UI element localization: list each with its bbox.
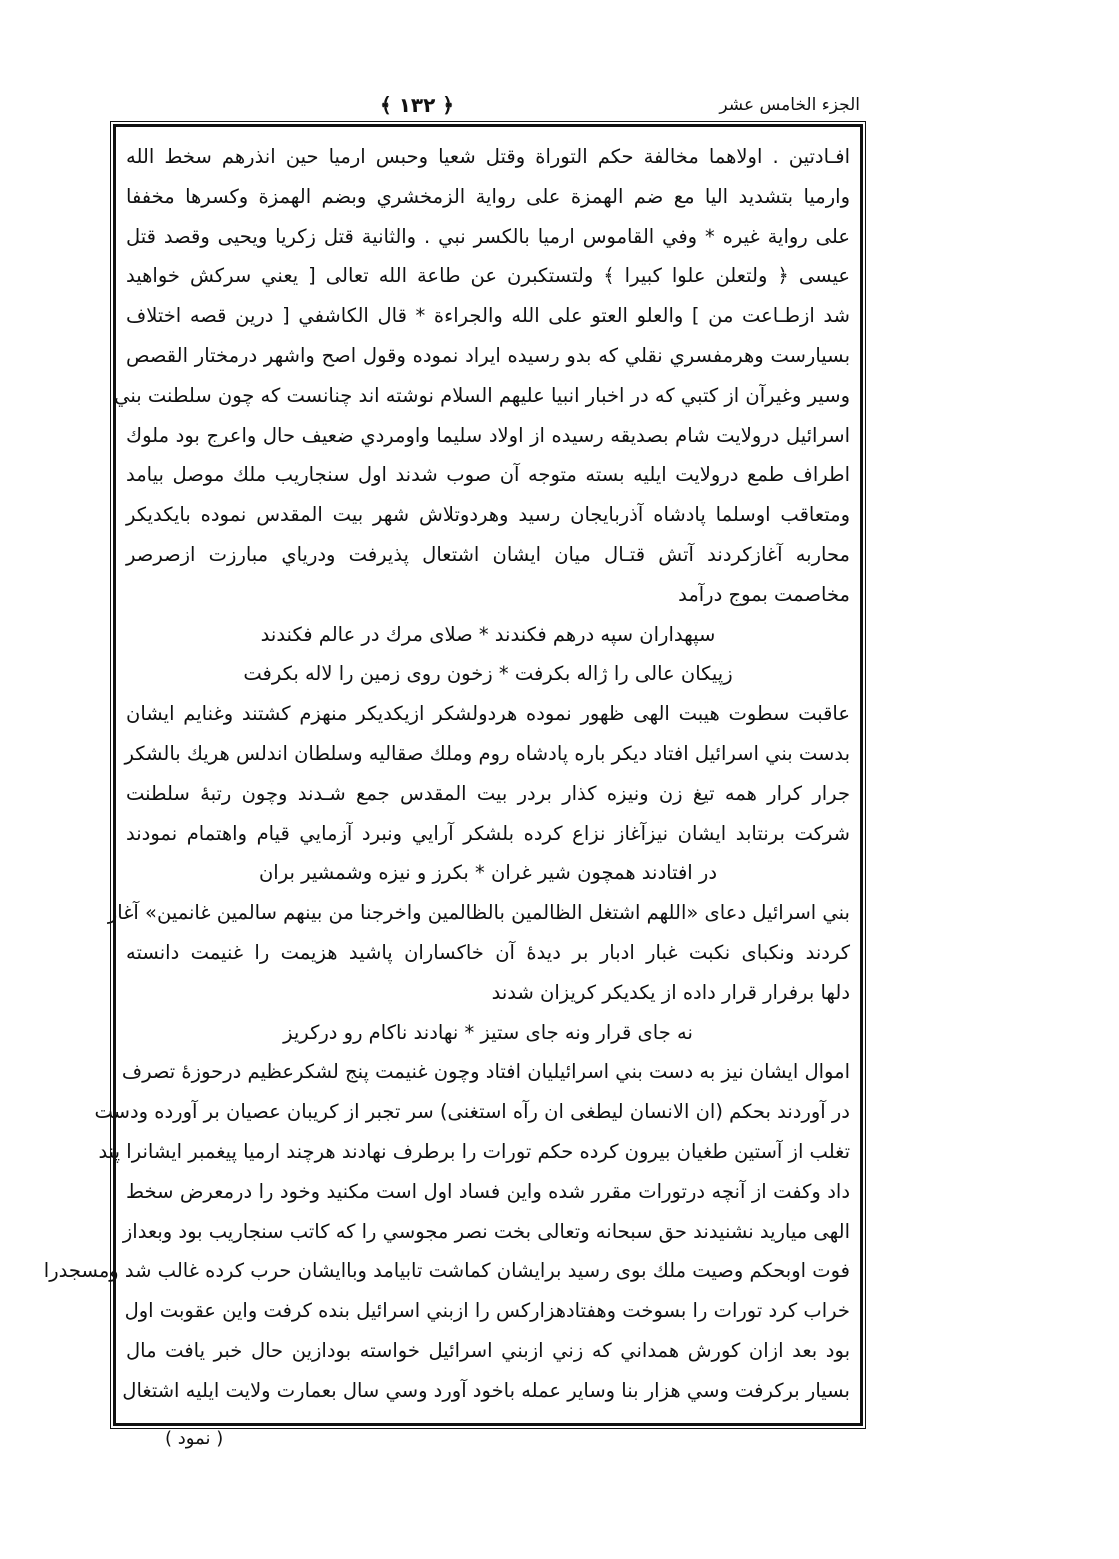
text-line: شركت برنتابد ايشان نيزآغاز نزاع كرده بلشكر آرايي ونبرد آزمايي قيام واهتمام نمودند — [126, 821, 850, 845]
text-line: بسيار بركرفت وسي هزار بنا وساير عمله باخود آورد وسي سال بعمارت ولايت ايليه اشتغال — [122, 1378, 850, 1402]
text-line: بني اسرائيل دعاى «اللهم اشتغل الظالمين بالظالمين واخرجنا من بينهم سالمين غانمين» آغاز — [107, 901, 850, 925]
text-line: على رواية غيره * وفي القاموس ارميا بالكسر نبي . والثانية قتل زكريا ويحيى وقصد قتل — [126, 224, 850, 248]
text-line: خراب كرد تورات را بسوخت وهفتادهزاركس را ازبني اسرائيل بنده كرفت واين عقوبت اول — [124, 1299, 850, 1323]
catchword: ( نمود ) — [165, 1428, 224, 1449]
text-line: اموال ايشان نيز به دست بني اسرائيليان افتاد وچون غنيمت پنج لشكرعظيم درحوزهٔ تصرف — [121, 1060, 850, 1084]
verse-line: در افتادند همچون شير غران * بكرز و نيزه وشمشير بران — [258, 861, 718, 885]
text-line: داد وكفت از آنچه درتورات مقرر شده واين فساد اول است مكنيد وخود را درمعرض سخط — [126, 1179, 850, 1203]
text-line: افـادتين . اولاهما مخالفة حكم التوراة وقتل شعيا وحبس ارميا حين انذرهم سخط الله — [126, 145, 850, 168]
text-line: شد ازطـاعت من ] والعلو العتو على الله والجراءة * قال الكاشفي [ درين قصه اختلاف — [126, 304, 850, 328]
text-line: دلها برفرار قرار داده از يكديكر كريزان شدند — [491, 980, 850, 1004]
text-line: كردند ونكباى نكبت غبار ادبار بر ديدهٔ آن خاكساران پاشيد هزيمت را غنيمت دانسته — [126, 940, 850, 964]
text-line: ومتعاقب اوسلما پادشاه آذربايجان رسيد وهردوتلاش شهر بيت المقدس نموده بايكديكر — [126, 503, 850, 527]
text-line: مخاصمت بموج درآمد — [678, 582, 850, 606]
verse-line: سپهداران سپه درهم فكندند * صلاى مرك در عالم فكندند — [260, 622, 716, 646]
text-line: عيسى ﴿ ولتعلن علوا كبيرا ﴾ ولتستكبرن عن طاعة الله تعالى [ يعني سركش خواهيد — [126, 264, 850, 288]
page-header — [120, 93, 860, 123]
text-frame — [43, 124, 863, 1426]
text-line: اسرائيل درولايت شام بصديقه رسيده از اولاد سليما واومردي ضعيف حال واعرج بود ملوك — [126, 423, 850, 447]
text-line: جرار كرار همه تيغ زن ونيزه كذار بردر بيت المقدس جمع شـدند وچون رتبهٔ سلطنت — [126, 781, 850, 805]
text-line: الهى مياريد نشنيدند حق سبحانه وتعالى بخت نصر مجوسي را كه كاتب سنجاريب بود وبعداز — [122, 1219, 850, 1243]
text-line: بسيارست وهرمفسري نقلي كه بدو رسيده ايراد نموده وقول اصح واشهر درمختار القصص — [126, 343, 850, 367]
text-line: بود بعد ازان كورش همداني كه زني ازبني اسرائيل خواسته بودازين حال خبر يافت مال — [126, 1338, 850, 1362]
page-number: ﴿ ١٣٢ ﴾ — [380, 93, 454, 117]
verse-line: زپيكان عالى را ژاله بكرفت * زخون روى زمين را لاله بكرفت — [243, 662, 733, 686]
text-line: عاقبت سطوت هيبت الهى ظهور نموده هردولشكر ازيكديكر منهزم كشتند وغنايم ايشان — [126, 702, 850, 726]
text-line: محاربه آغازكردند آتش قتـال ميان ايشان اشتعال پذيرفت ودرياي مبارزت ازصرصر — [126, 542, 850, 566]
text-line: اطراف طمع درولايت ايليه بسته متوجه آن صوب شدند اول سنجاريب ملك موصل بيامد — [126, 463, 850, 487]
text-line: بدست بني اسرائيل افتاد ديكر باره پادشاه روم وملك صقاليه وسلطان اندلس هريك بالشكر — [124, 741, 850, 765]
text-line: وسير وغيرآن از كتبي كه در اخبار انبيا عليهم السلام نوشته اند چنانست كه چون سلطنت بني — [114, 383, 850, 407]
body-text — [43, 137, 850, 1411]
verse-line: نه جاى قرار ونه جاى ستيز * نهادند ناكام رو دركريز — [283, 1020, 693, 1044]
text-line: در آوردند بحكم (ان الانسان ليطغى ان رآه استغنى) سر تجبر از كريبان عصيان بر آورده ودست — [94, 1100, 850, 1124]
text-line: تغلب از آستين طغيان بيرون كرده حكم تورات را برطرف نهادند هرچند ارميا پيغمبر ايشانرا پند — [98, 1139, 850, 1163]
text-line: فوت اوبحكم وصيت ملك بوى رسيد برايشان كماشت تابيامد وباايشان حرب كرده غالب شد ومسجدرا — [43, 1259, 850, 1283]
text-line: وارميا بتشديد اليا مع ضم الهمزة على رواية الزمخشري وبضم الهمزة وكسرها مخففا — [126, 184, 850, 208]
running-title: الجزء الخامس عشر — [719, 95, 860, 115]
